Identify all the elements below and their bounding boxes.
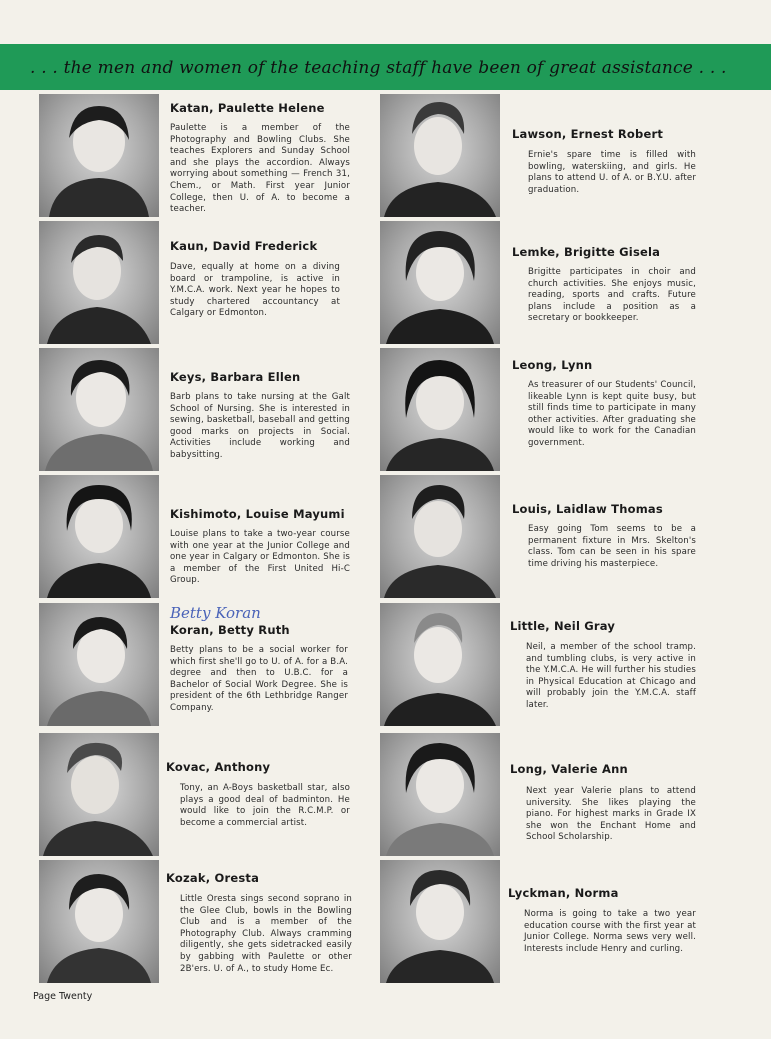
student-name: Long, Valerie Ann (510, 762, 628, 776)
student-bio: As treasurer of our Students' Council, likeable Lynn is kept quite busy, but still finds time to participate in many other activities. After graduating she would like to work for the Canadian government. (528, 380, 696, 448)
student-name: Koran, Betty Ruth (170, 623, 290, 637)
student-bio: Barb plans to take nursing at the Galt School of Nursing. She is interested in sewing, basketball, baseball and getting good marks on projects in Social. Activities include working and babysitting. (170, 392, 350, 460)
student-photo (39, 94, 159, 217)
student-bio: Ernie's spare time is filled with bowling, waterskiing, and girls. He plans to attend U. of A. or B.Y.U. after graduation. (528, 150, 696, 195)
student-photo (39, 348, 159, 471)
student-name: Louis, Laidlaw Thomas (512, 502, 663, 516)
handwritten-signature: Betty Koran (170, 604, 261, 622)
student-photo (380, 733, 500, 856)
student-name: Katan, Paulette Helene (170, 101, 325, 115)
student-photo (39, 221, 159, 344)
student-bio: Tony, an A-Boys basketball star, also plays a good deal of badminton. He would like to join the R.C.M.P. or become a commercial artist. (180, 783, 350, 828)
student-photo (380, 94, 500, 217)
student-bio: Norma is going to take a two year education course with the first year at Junior College. Norma sews very well. Interests include Henry and curling. (524, 909, 696, 954)
student-name: Lemke, Brigitte Gisela (512, 245, 661, 259)
student-bio: Dave, equally at home on a diving board or trampoline, is active in Y.M.C.A. work. Next year he hopes to study chartered accountancy at Calgary or Edmonton. (170, 262, 340, 319)
student-name: Kovac, Anthony (166, 760, 271, 774)
student-photo (380, 860, 500, 983)
student-name: Kaun, David Frederick (170, 239, 318, 253)
banner-caption: . . . the men and women of the teaching staff have been of great assistance . . . (30, 58, 727, 78)
student-bio: Next year Valerie plans to attend university. She likes playing the piano. For highest marks in Grade IX she won the Enchant Home and School Scholarship. (526, 786, 696, 843)
student-name: Kozak, Oresta (166, 871, 260, 885)
student-bio: Little Oresta sings second soprano in the Glee Club, bowls in the Bowling Club and is a member of the Photography Club. Always cramming diligently, she gets sidetracked easily by gabbing with Paulette or other 2B'ers. U. of A., to study Home Ec. (180, 894, 352, 974)
student-bio: Betty plans to be a social worker for which first she'll go to U. of A. for a B.A. degree and then to U.B.C. for a Bachelor of Social Work Degree. She is president of the 6th Lethbridge Ranger Company. (170, 645, 348, 713)
student-name: Lyckman, Norma (508, 886, 619, 900)
student-photo (39, 733, 159, 856)
student-name: Lawson, Ernest Robert (512, 127, 664, 141)
student-bio: Paulette is a member of the Photography and Bowling Clubs. She teaches Explorers and Sunday School and she plays the accordion. Always worrying about something — French 31, Chem., or Math. First year Junior College, then U. of A. to become a teacher. (170, 123, 350, 215)
green-banner (0, 44, 771, 90)
student-photo (380, 603, 500, 726)
student-photo (380, 348, 500, 471)
student-name: Leong, Lynn (512, 358, 593, 372)
student-photo (39, 475, 159, 598)
student-bio: Neil, a member of the school tramp. and tumbling clubs, is very active in the Y.M.C.A. He will further his studies in Physical Education at Chicago and will probably join the Y.M.C.A. staff later. (526, 642, 696, 710)
page-number: Page Twenty (33, 991, 93, 1002)
student-name: Keys, Barbara Ellen (170, 370, 301, 384)
student-photo (380, 221, 500, 344)
student-bio: Louise plans to take a two-year course with one year at the Junior College and one year in Calgary or Edmonton. She is a member of the First United Hi-C Group. (170, 529, 350, 586)
student-bio: Easy going Tom seems to be a permanent fixture in Mrs. Skelton's class. Tom can be seen in his spare time driving his masterpiece. (528, 524, 696, 569)
student-name: Little, Neil Gray (510, 619, 616, 633)
student-photo (380, 475, 500, 598)
student-name: Kishimoto, Louise Mayumi (170, 507, 345, 521)
student-bio: Brigitte participates in choir and church activities. She enjoys music, reading, sports and crafts. Future plans include a position as a secretary or bookkeeper. (528, 267, 696, 324)
student-photo (39, 603, 159, 726)
student-photo (39, 860, 159, 983)
